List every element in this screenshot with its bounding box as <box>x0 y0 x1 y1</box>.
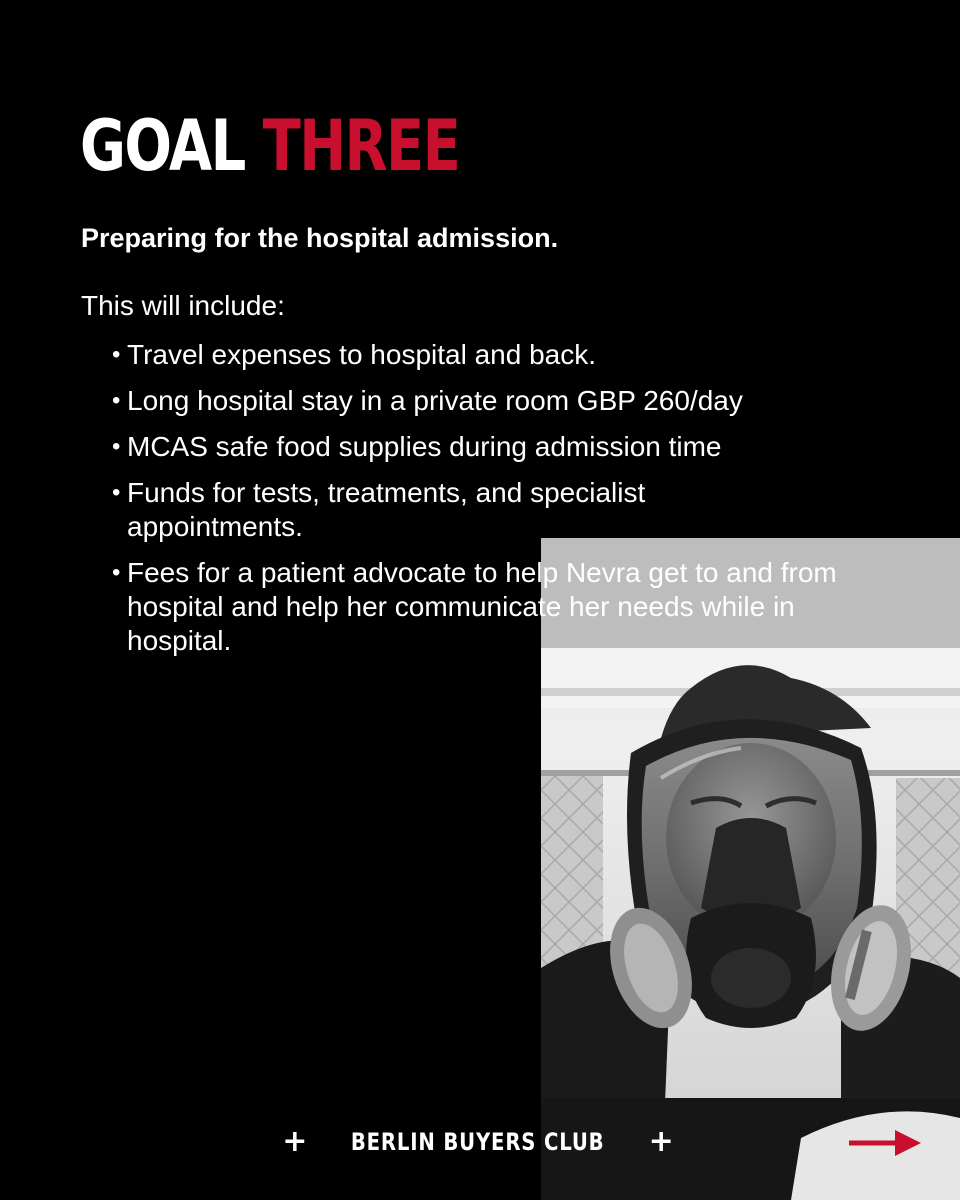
list-item <box>112 556 872 658</box>
bullet-dot: • <box>112 387 121 414</box>
list-item-text: Long hospital stay in a private room GBP 260/day <box>127 385 743 416</box>
title-word-three: THREE <box>262 105 460 187</box>
list-item-text: Travel expenses to hospital and back. <box>127 339 597 370</box>
intro-text: This will include: <box>81 290 285 321</box>
arrow-right-icon[interactable] <box>849 1128 921 1158</box>
list-item <box>112 338 872 372</box>
subtitle: Preparing for the hospital admission. <box>81 223 559 253</box>
bullet-dot: • <box>112 341 121 368</box>
brand-name: BERLIN BUYERS CLUB <box>351 1128 605 1156</box>
bullet-list <box>112 338 872 670</box>
list-item-text: MCAS safe food supplies during admission time <box>127 431 722 462</box>
bullet-dot: • <box>112 559 121 586</box>
bullet-dot: • <box>112 433 121 460</box>
page-title <box>80 104 459 188</box>
list-item-text: Funds for tests, treatments, and specialist appointments. <box>127 477 646 542</box>
plus-icon: + <box>282 1124 308 1159</box>
list-item <box>112 384 872 418</box>
title-word-goal: GOAL <box>80 105 245 187</box>
list-item-text: Fees for a patient advocate to help Nevra get to and from hospital and help her communicate her needs while in hospital. <box>127 557 837 656</box>
plus-icon: + <box>648 1124 674 1159</box>
list-item <box>112 476 872 544</box>
bullet-dot: • <box>112 479 121 506</box>
list-item <box>112 430 872 464</box>
footer <box>0 1124 960 1164</box>
